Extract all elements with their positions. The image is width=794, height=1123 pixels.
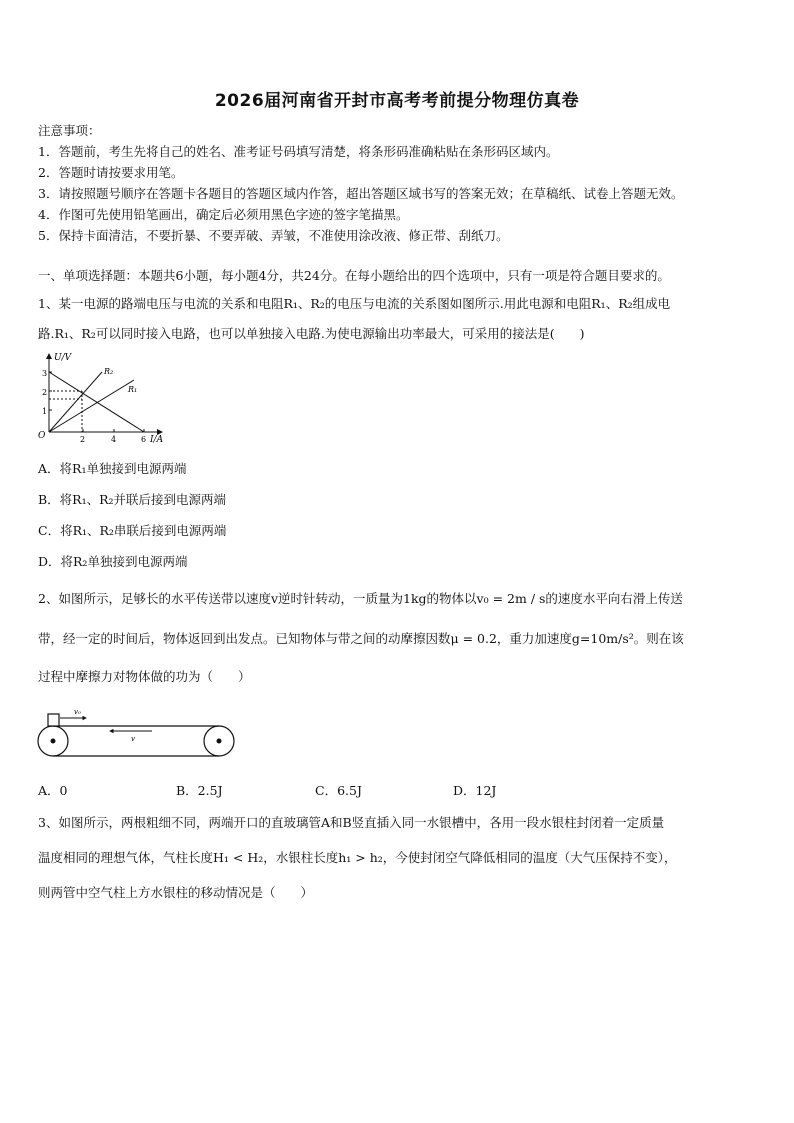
v0-label: v₀ bbox=[74, 708, 81, 716]
q3-stem-line: 则两管中空气柱上方水银柱的移动情况是（ ） bbox=[38, 885, 314, 900]
v-label: v bbox=[131, 735, 135, 743]
section-heading: 一、单项选择题：本题共6小题，每小题4分，共24分。在每小题给出的四个选项中，只有一项是符合题目要求的。 bbox=[38, 268, 670, 283]
origin-label: O bbox=[38, 431, 46, 441]
notice-item: 2．答题时请按要求用笔。 bbox=[38, 165, 184, 180]
q2-option-b: B．2.5J bbox=[176, 783, 223, 798]
q2-option-d: D．12J bbox=[453, 783, 497, 798]
q2-option-a: A．0 bbox=[38, 783, 68, 798]
q1-graph bbox=[30, 350, 170, 450]
q1-option-c: C．将R₁、R₂串联后接到电源两端 bbox=[38, 523, 227, 538]
notice-item: 4．作图可先使用铅笔画出，确定后必须用黑色字迹的签字笔描黑。 bbox=[38, 207, 409, 222]
y-axis-label: U/V bbox=[54, 353, 72, 363]
q1-stem-line: 1、某一电源的路端电压与电流的关系和电阻R₁、R₂的电压与电流的关系图如图所示.用此电源和电阻R₁、R₂组成电 bbox=[38, 296, 671, 311]
q1-option-a: A．将R₁单独接到电源两端 bbox=[38, 461, 187, 476]
q3-stem-line: 温度相同的理想气体，气柱长度H₁ < H₂，水银柱长度h₁ > h₂，今使封闭空气降低相同的温度（大气压保持不变）， bbox=[38, 850, 677, 865]
x-axis-label: I/A bbox=[150, 435, 164, 445]
q1-option-d: D．将R₂单独接到电源两端 bbox=[38, 554, 188, 569]
r1-label: R₁ bbox=[128, 385, 138, 394]
block bbox=[48, 714, 59, 726]
q3-stem-line: 3、如图所示，两根粗细不同，两端开口的直玻璃管A和B竖直插入同一水银槽中，各用一段水银柱封闭着一定质量 bbox=[38, 815, 665, 830]
page-title: 2026届河南省开封市高考考前提分物理仿真卷 bbox=[214, 91, 580, 111]
r1-line bbox=[49, 380, 134, 432]
q2-conveyor-figure bbox=[34, 705, 244, 765]
x-tick-label: 4 bbox=[111, 435, 117, 444]
q2-option-c: C．6.5J bbox=[315, 783, 362, 798]
notice-item: 1．答题前，考生先将自己的姓名、准考证号码填写清楚，将条形码准确粘贴在条形码区域内。 bbox=[38, 144, 559, 159]
q1-option-b: B．将R₁、R₂并联后接到电源两端 bbox=[38, 492, 227, 507]
q1-stem-line: 路.R₁、R₂可以同时接入电路，也可以单独接入电路.为使电源输出功率最大，可采用的接法是( ) bbox=[38, 326, 585, 341]
q2-stem-line: 2、如图所示，足够长的水平传送带以速度v逆时针转动，一质量为1kg的物体以v₀ = 2m / s的速度水平向右滑上传送 bbox=[38, 591, 683, 606]
r2-line bbox=[49, 372, 102, 432]
notice-item: 3．请按照题号顺序在答题卡各题目的答题区域内作答，超出答题区域书写的答案无效；在草稿纸、试卷上答题无效。 bbox=[38, 186, 684, 201]
y-tick-label: 1 bbox=[42, 407, 48, 416]
x-tick-label: 2 bbox=[80, 435, 86, 444]
r2-label: R₂ bbox=[104, 367, 114, 376]
y-tick-label: 3 bbox=[42, 369, 48, 378]
q2-stem-line: 过程中摩擦力对物体做的功为（ ） bbox=[38, 669, 251, 684]
x-tick-label: 6 bbox=[141, 435, 147, 444]
notice-heading: 注意事项： bbox=[38, 123, 101, 138]
y-tick-label: 2 bbox=[42, 388, 48, 397]
q2-stem-line: 带，经一定的时间后，物体返回到出发点。已知物体与带之间的动摩擦因数μ = 0.2，重力加速度g=10m/s²。则在该 bbox=[38, 631, 684, 646]
notice-item: 5．保持卡面清洁，不要折暴、不要弄破、弄皱，不准使用涂改液、修正带、刮纸刀。 bbox=[38, 228, 509, 243]
